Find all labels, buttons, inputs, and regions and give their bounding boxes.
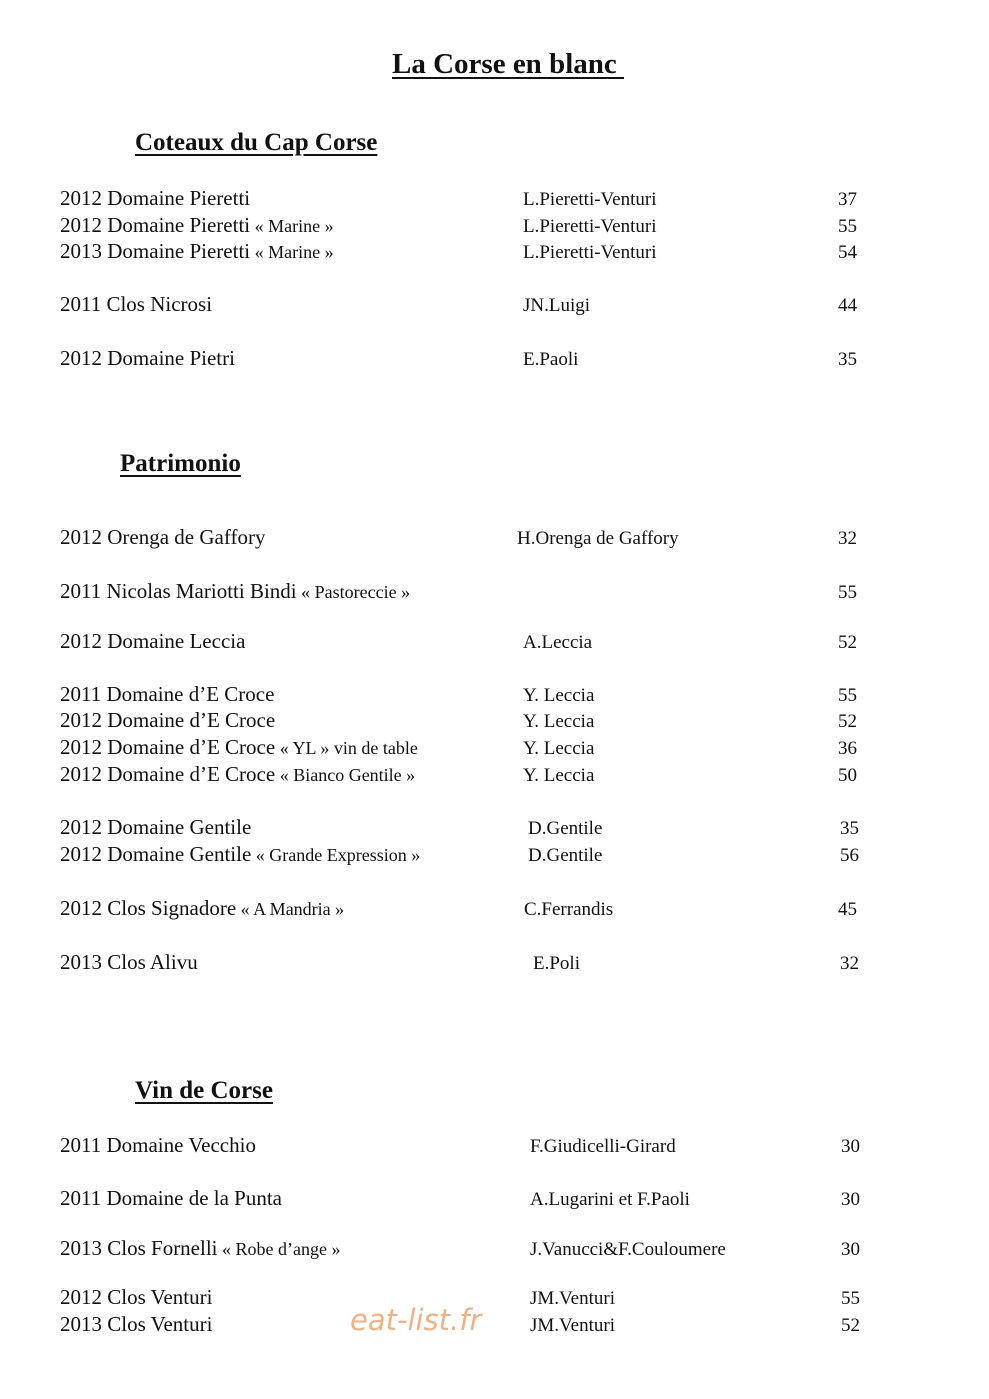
- wine-row: [0, 628, 989, 655]
- producer-name: Y. Leccia: [523, 765, 595, 786]
- producer-name: E.Poli: [533, 953, 580, 974]
- wine-price: 30: [841, 1239, 860, 1260]
- wine-price: 55: [841, 1288, 860, 1309]
- producer-name: JM.Venturi: [530, 1315, 615, 1336]
- wine-row: [0, 212, 989, 239]
- wine-price: 55: [838, 582, 857, 603]
- wine-row: [0, 1284, 989, 1311]
- section-title-patrimonio: Patrimonio: [120, 450, 241, 477]
- page-title: [0, 46, 989, 82]
- wine-row: [0, 949, 989, 976]
- wine-price: 45: [838, 899, 857, 920]
- section-title-coteaux-du-cap-corse: Coteaux du Cap Corse: [135, 129, 378, 156]
- wine-name: 2012 Domaine Pieretti « Marine »: [60, 213, 334, 237]
- wine-price: 35: [840, 818, 859, 839]
- wine-row: [0, 1132, 989, 1159]
- wine-price: 50: [838, 765, 857, 786]
- wine-name: 2012 Clos Signadore « A Mandria »: [60, 896, 345, 920]
- wine-row: [0, 578, 989, 605]
- wine-price: 55: [838, 216, 857, 237]
- wine-name: 2013 Clos Fornelli « Robe d’ange »: [60, 1236, 341, 1260]
- wine-name: 2013 Clos Alivu: [60, 950, 198, 974]
- producer-name: Y. Leccia: [523, 711, 595, 732]
- wine-row: [0, 681, 989, 708]
- producer-name: Y. Leccia: [523, 685, 595, 706]
- wine-detail: « Robe d’ange »: [217, 1239, 341, 1259]
- wine-name: 2012 Clos Venturi: [60, 1285, 213, 1309]
- producer-name: JN.Luigi: [523, 295, 591, 316]
- wine-price: 30: [841, 1136, 860, 1157]
- wine-detail: « Bianco Gentile »: [275, 765, 416, 785]
- producer-name: C.Ferrandis: [524, 899, 614, 920]
- producer-name: E.Paoli: [523, 349, 579, 370]
- wine-price: 52: [841, 1315, 860, 1336]
- page-title-text: La Corse en blanc: [392, 48, 624, 80]
- wine-price: 55: [838, 685, 857, 706]
- wine-name: 2012 Domaine Gentile « Grande Expression »: [60, 842, 421, 866]
- wine-name: 2012 Orenga de Gaffory: [60, 525, 266, 549]
- wine-row: [0, 761, 989, 788]
- wine-row: [0, 707, 989, 734]
- wine-price: 36: [838, 738, 857, 759]
- wine-price: 52: [838, 632, 857, 653]
- wine-name: 2011 Domaine d’E Croce: [60, 682, 275, 706]
- producer-name: D.Gentile: [528, 845, 603, 866]
- wine-price: 54: [838, 242, 857, 263]
- wine-detail: « A Mandria »: [236, 899, 345, 919]
- wine-row: [0, 524, 989, 551]
- wine-row: [0, 734, 989, 761]
- wine-row: [0, 841, 989, 868]
- producer-name: L.Pieretti-Venturi: [523, 242, 657, 263]
- wine-name: 2013 Clos Venturi: [60, 1312, 213, 1336]
- section-title-vin-de-corse: Vin de Corse: [135, 1077, 273, 1104]
- producer-name: F.Giudicelli-Girard: [530, 1136, 676, 1157]
- producer-name: L.Pieretti-Venturi: [523, 216, 657, 237]
- wine-name: 2012 Domaine Pieretti: [60, 186, 251, 210]
- wine-price: 56: [840, 845, 859, 866]
- producer-name: A.Lugarini et F.Paoli: [530, 1189, 690, 1210]
- watermark: eat-list.fr: [350, 1303, 482, 1337]
- producer-name: L.Pieretti-Venturi: [523, 189, 657, 210]
- wine-row: [0, 1185, 989, 1212]
- wine-name: 2013 Domaine Pieretti « Marine »: [60, 239, 334, 263]
- wine-detail: « Pastoreccie »: [296, 582, 411, 602]
- wine-price: 32: [838, 528, 857, 549]
- wine-price: 37: [838, 189, 857, 210]
- wine-row: [0, 1311, 989, 1338]
- wine-name: 2011 Nicolas Mariotti Bindi « Pastoreccie »: [60, 579, 411, 603]
- wine-detail: « Grande Expression »: [251, 845, 421, 865]
- wine-price: 44: [838, 295, 857, 316]
- wine-detail: « Marine »: [250, 216, 334, 236]
- wine-price: 30: [841, 1189, 860, 1210]
- wine-price: 35: [838, 349, 857, 370]
- wine-row: [0, 1235, 989, 1262]
- producer-name: JM.Venturi: [530, 1288, 615, 1309]
- wine-row: [0, 291, 989, 318]
- wine-price: 32: [840, 953, 859, 974]
- wine-row: [0, 814, 989, 841]
- wine-detail: « Marine »: [250, 242, 334, 262]
- wine-name: 2012 Domaine Leccia: [60, 629, 246, 653]
- wine-price: 52: [838, 711, 857, 732]
- wine-name: 2011 Domaine de la Punta: [60, 1186, 283, 1210]
- producer-name: D.Gentile: [528, 818, 603, 839]
- wine-name: 2011 Clos Nicrosi: [60, 292, 213, 316]
- producer-name: J.Vanucci&F.Couloumere: [530, 1239, 726, 1260]
- producer-name: Y. Leccia: [523, 738, 595, 759]
- producer-name: A.Leccia: [523, 632, 593, 653]
- wine-name: 2011 Domaine Vecchio: [60, 1133, 256, 1157]
- wine-detail: « YL » vin de table: [275, 738, 418, 758]
- wine-name: 2012 Domaine Gentile: [60, 815, 252, 839]
- wine-row: [0, 185, 989, 212]
- wine-name: 2012 Domaine d’E Croce « YL » vin de table: [60, 735, 418, 759]
- wine-name: 2012 Domaine d’E Croce « Bianco Gentile »: [60, 762, 416, 786]
- wine-name: 2012 Domaine d’E Croce: [60, 708, 276, 732]
- wine-row: [0, 345, 989, 372]
- wine-row: [0, 895, 989, 922]
- wine-row: [0, 238, 989, 265]
- producer-name: H.Orenga de Gaffory: [517, 528, 679, 549]
- wine-name: 2012 Domaine Pietri: [60, 346, 235, 370]
